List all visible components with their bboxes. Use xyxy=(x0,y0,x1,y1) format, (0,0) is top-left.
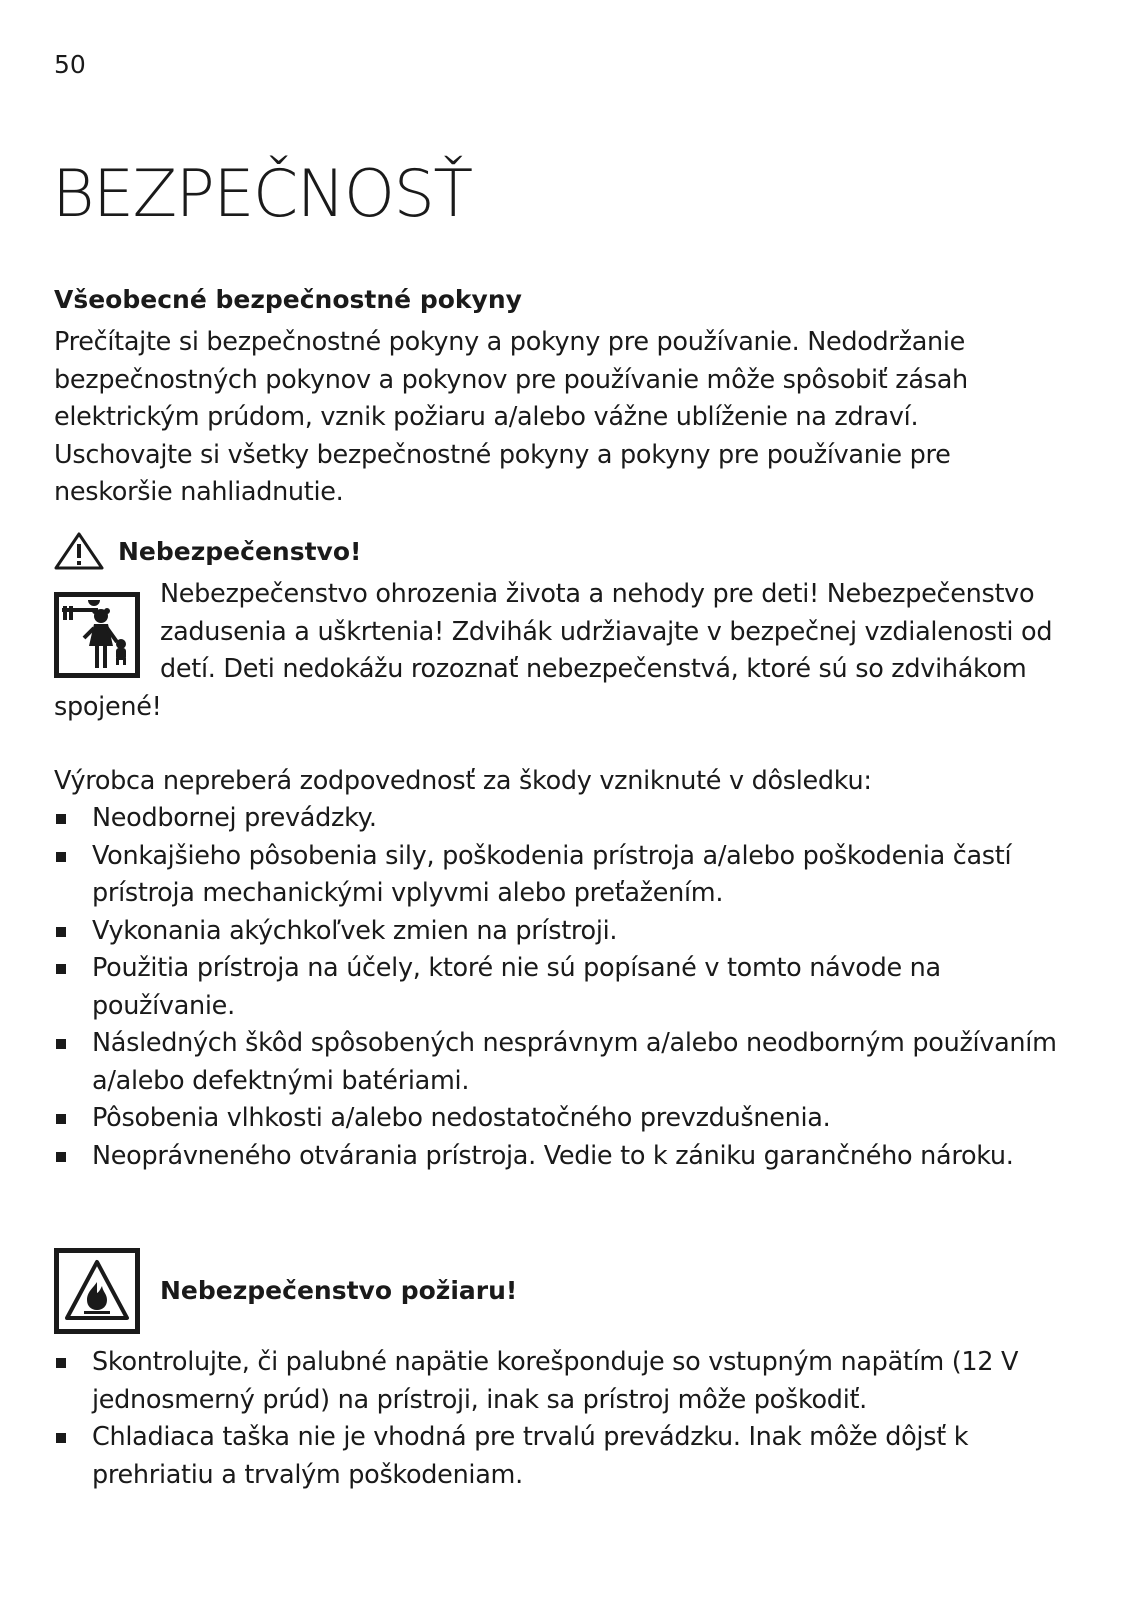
list-item: Chladiaca taška nie je vhodná pre trvalú prevádzku. Inak môže dôjsť k prehriatiu a trvalým poškodeniam. xyxy=(54,1419,1064,1494)
general-safety-text: Prečítajte si bezpečnostné pokyny a pokyny pre používanie. Nedodržanie bezpečnostných pokynov a pokynov pre používanie môže spôsobiť zásah elektrickým prúdom, vznik požiaru a/alebo vážne ublíženie na zdraví. Uschovajte si všetky bezpečnostné pokyny a pokyny pre používanie pre neskoršie nahliadnutie. xyxy=(54,327,968,507)
page-number: 50 xyxy=(54,50,86,79)
list-item: Vonkajšieho pôsobenia sily, poškodenia prístroja a/alebo poškodenia častí prístroja mechanickými vplyvmi alebo preťažením. xyxy=(54,838,1064,913)
fire-hazard-icon xyxy=(54,1248,140,1334)
liability-intro: Výrobca nepreberá zodpovednosť za škody vzniknuté v dôsledku: xyxy=(54,766,872,796)
liability-list xyxy=(54,800,1064,1175)
general-safety-heading: Všeobecné bezpečnostné pokyny xyxy=(54,285,522,314)
list-item: Neoprávneného otvárania prístroja. Vedie to k zániku garančného nároku. xyxy=(54,1138,1064,1176)
page-title: BEZPEČNOSŤ xyxy=(52,157,472,232)
fire-heading: Nebezpečenstvo požiaru! xyxy=(160,1276,518,1305)
danger-heading: Nebezpečenstvo! xyxy=(118,536,362,566)
list-item: Vykonania akýchkoľvek zmien na prístroji. xyxy=(54,913,1064,951)
list-item: Neodbornej prevádzky. xyxy=(54,800,1064,838)
list-item: Skontrolujte, či palubné napätie korešponduje so vstupným napätím (12 V jednosmerný prúd) na prístroji, inak sa prístroj môže poškodiť. xyxy=(54,1344,1064,1419)
fire-list xyxy=(54,1344,1064,1494)
list-item: Pôsobenia vlhkosti a/alebo nedostatočného prevzdušnenia. xyxy=(54,1100,1064,1138)
danger-text: Nebezpečenstvo ohrozenia života a nehody pre deti! Nebezpečenstvo zadusenia a uškrtenia! Zdvihák udržiavajte v bezpečnej vzdialenosti od detí. Deti nedokážu rozoznať nebezpečenstvá, ktoré sú so zdvihákom spojené! xyxy=(54,579,1053,722)
list-item: Použitia prístroja na účely, ktoré nie sú popísané v tomto návode na používanie. xyxy=(54,950,1064,1025)
danger-heading-row xyxy=(54,532,361,570)
list-item: Následných škôd spôsobených nesprávnym a/alebo neodborným používaním a/alebo defektnými batériami. xyxy=(54,1025,1064,1100)
warning-triangle-icon xyxy=(54,532,104,570)
